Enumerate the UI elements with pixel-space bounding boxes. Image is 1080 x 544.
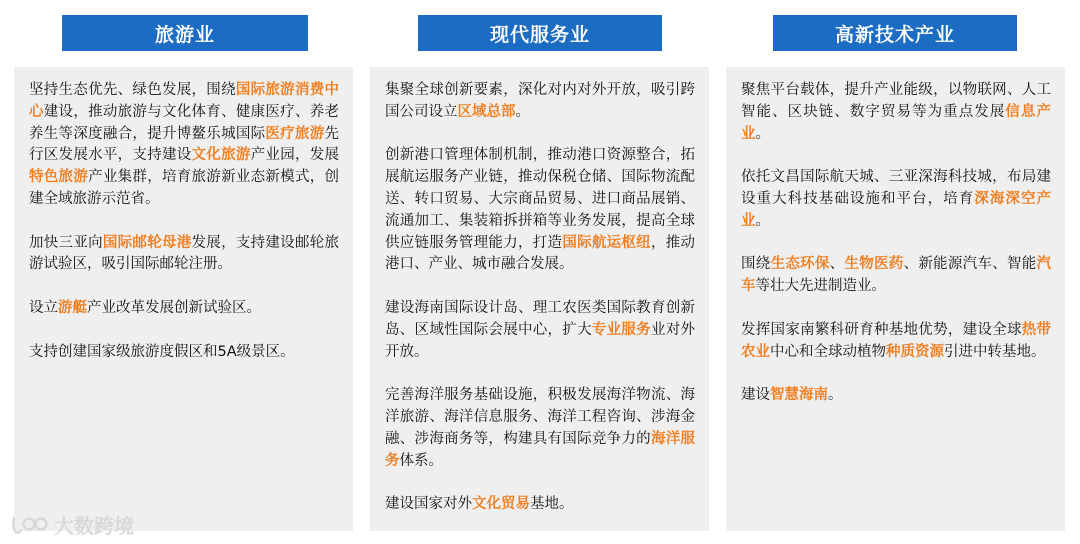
text-segment: 设立 xyxy=(29,299,58,316)
paragraph xyxy=(385,385,695,472)
highlight-keyword: 游艇 xyxy=(58,299,87,316)
highlight-keyword: 国际航运枢纽 xyxy=(562,234,651,251)
text-segment: 加快三亚向 xyxy=(29,234,103,251)
highlight-keyword: 文化贸易 xyxy=(472,496,530,513)
panel-modern-services xyxy=(370,67,709,531)
paragraph xyxy=(741,80,1051,145)
text-segment: 围绕 xyxy=(741,256,771,273)
text-segment: ，推动港口、产业、城市融合发展。 xyxy=(385,234,696,273)
text-segment: 。 xyxy=(755,212,770,229)
text-segment: 引进中转基地。 xyxy=(944,343,1046,360)
highlight-keyword: 国际邮轮母港 xyxy=(102,234,192,251)
panel-tourism xyxy=(14,67,353,531)
text-segment: 集聚全球创新要素，深化对内对外开放，吸引跨国公司设立 xyxy=(385,82,695,120)
highlight-keyword: 区域总部 xyxy=(457,103,516,120)
paragraph xyxy=(741,167,1051,232)
highlight-keyword: 文化旅游 xyxy=(191,147,251,164)
highlight-keyword: 特色旅游 xyxy=(29,169,89,186)
highlight-keyword: 汽车 xyxy=(741,256,1052,295)
text-segment: 坚持生态优先、绿色发展，围绕 xyxy=(29,82,236,98)
highlight-keyword: 生态环保 xyxy=(770,256,830,273)
panel-high-tech xyxy=(726,67,1065,531)
highlight-keyword: 智慧海南 xyxy=(770,387,828,404)
text-segment: 。 xyxy=(515,103,530,120)
paragraph xyxy=(29,80,339,211)
highlight-keyword: 医疗旅游 xyxy=(265,125,325,142)
paragraph xyxy=(29,298,339,320)
text-segment: 产业园，发展 xyxy=(250,147,340,164)
text-segment: 依托文昌国际航天城、三亚深海科技城，布局建设重大科技基础设施和平台，培育 xyxy=(741,169,1051,207)
text-segment: 完善海洋服务基础设施，积极发展海洋物流、海洋旅游、海洋信息服务、海洋工程咨询、涉海金融、涉海商务等，构建具有国际竞争力的 xyxy=(385,387,695,447)
text-segment: 产业改革发展创新试验区。 xyxy=(87,299,261,316)
brand-logo-icon xyxy=(10,514,50,536)
text-segment: 、新能源汽车、智能 xyxy=(903,256,1037,273)
highlight-keyword: 深海深空产业 xyxy=(741,190,1052,229)
text-segment: 支持创建国家级旅游度假区和5A级景区。 xyxy=(29,343,295,360)
highlight-keyword: 热带农业 xyxy=(741,321,1052,360)
text-segment: 发展，支持建设邮轮旅游试验区，吸引国际邮轮注册。 xyxy=(29,234,340,273)
paragraph xyxy=(385,298,695,363)
text-segment: 。 xyxy=(755,125,770,142)
paragraph xyxy=(741,385,1051,407)
highlight-keyword: 种质资源 xyxy=(886,343,944,360)
text-segment: 建设海南国际设计岛、理工农医类国际教育创新岛、区域性国际会展中心，扩大 xyxy=(385,299,695,338)
text-segment: 业对外开放。 xyxy=(385,321,696,360)
text-segment: 产业集群，培育旅游新业态新模式，创建全域旅游示范省。 xyxy=(29,169,340,207)
highlight-keyword: 信息产业 xyxy=(741,103,1052,142)
text-segment: 发挥国家南繁科研育种基地优势，建设全球 xyxy=(741,321,1022,338)
text-segment: 基地。 xyxy=(530,496,574,513)
highlight-keyword: 海洋服务 xyxy=(385,430,696,469)
text-segment: 中心和全球动植物 xyxy=(770,343,886,360)
paragraph xyxy=(385,494,695,516)
highlight-keyword: 生物医药 xyxy=(844,256,904,273)
highlight-keyword: 专业服务 xyxy=(591,321,651,338)
text-segment: 创新港口管理体制机制，推动港口资源整合，拓展航运服务产业链，推动保税仓储、国际物流配送、转口贸易、大宗商品贸易、进口商品展销、流通加工、集装箱拆拼箱等业务发展，提高全球供应链服务管理能力，打造 xyxy=(385,147,695,251)
text-segment: 先行区发展水平，支持建设 xyxy=(29,125,340,164)
paragraph xyxy=(385,80,695,124)
text-segment: 建设 xyxy=(741,387,770,404)
header-tourism: 旅游业 xyxy=(62,15,308,51)
paragraph xyxy=(29,342,339,364)
paragraph xyxy=(741,320,1051,364)
paragraph xyxy=(741,254,1051,298)
header-modern-services: 现代服务业 xyxy=(418,15,662,51)
watermark xyxy=(10,510,134,539)
header-high-tech: 高新技术产业 xyxy=(773,15,1017,51)
text-segment: 、 xyxy=(829,256,845,273)
highlight-keyword: 国际旅游消费中心 xyxy=(29,82,340,120)
text-segment: 等壮大先进制造业。 xyxy=(755,278,886,295)
paragraph xyxy=(29,233,339,277)
text-segment: 聚焦平台载体，提升产业能级，以物联网、人工智能、区块链、数字贸易等为重点发展 xyxy=(741,82,1051,120)
text-segment: 。 xyxy=(828,387,843,404)
text-segment: 体系。 xyxy=(399,452,443,469)
text-segment: 建设，推动旅游与文化体育、健康医疗、养老养生等深度融合，提升博鳌乐城国际 xyxy=(29,103,340,142)
watermark-text: 大数跨境 xyxy=(54,514,134,538)
text-segment: 建设国家对外 xyxy=(385,496,472,513)
paragraph xyxy=(385,145,695,276)
